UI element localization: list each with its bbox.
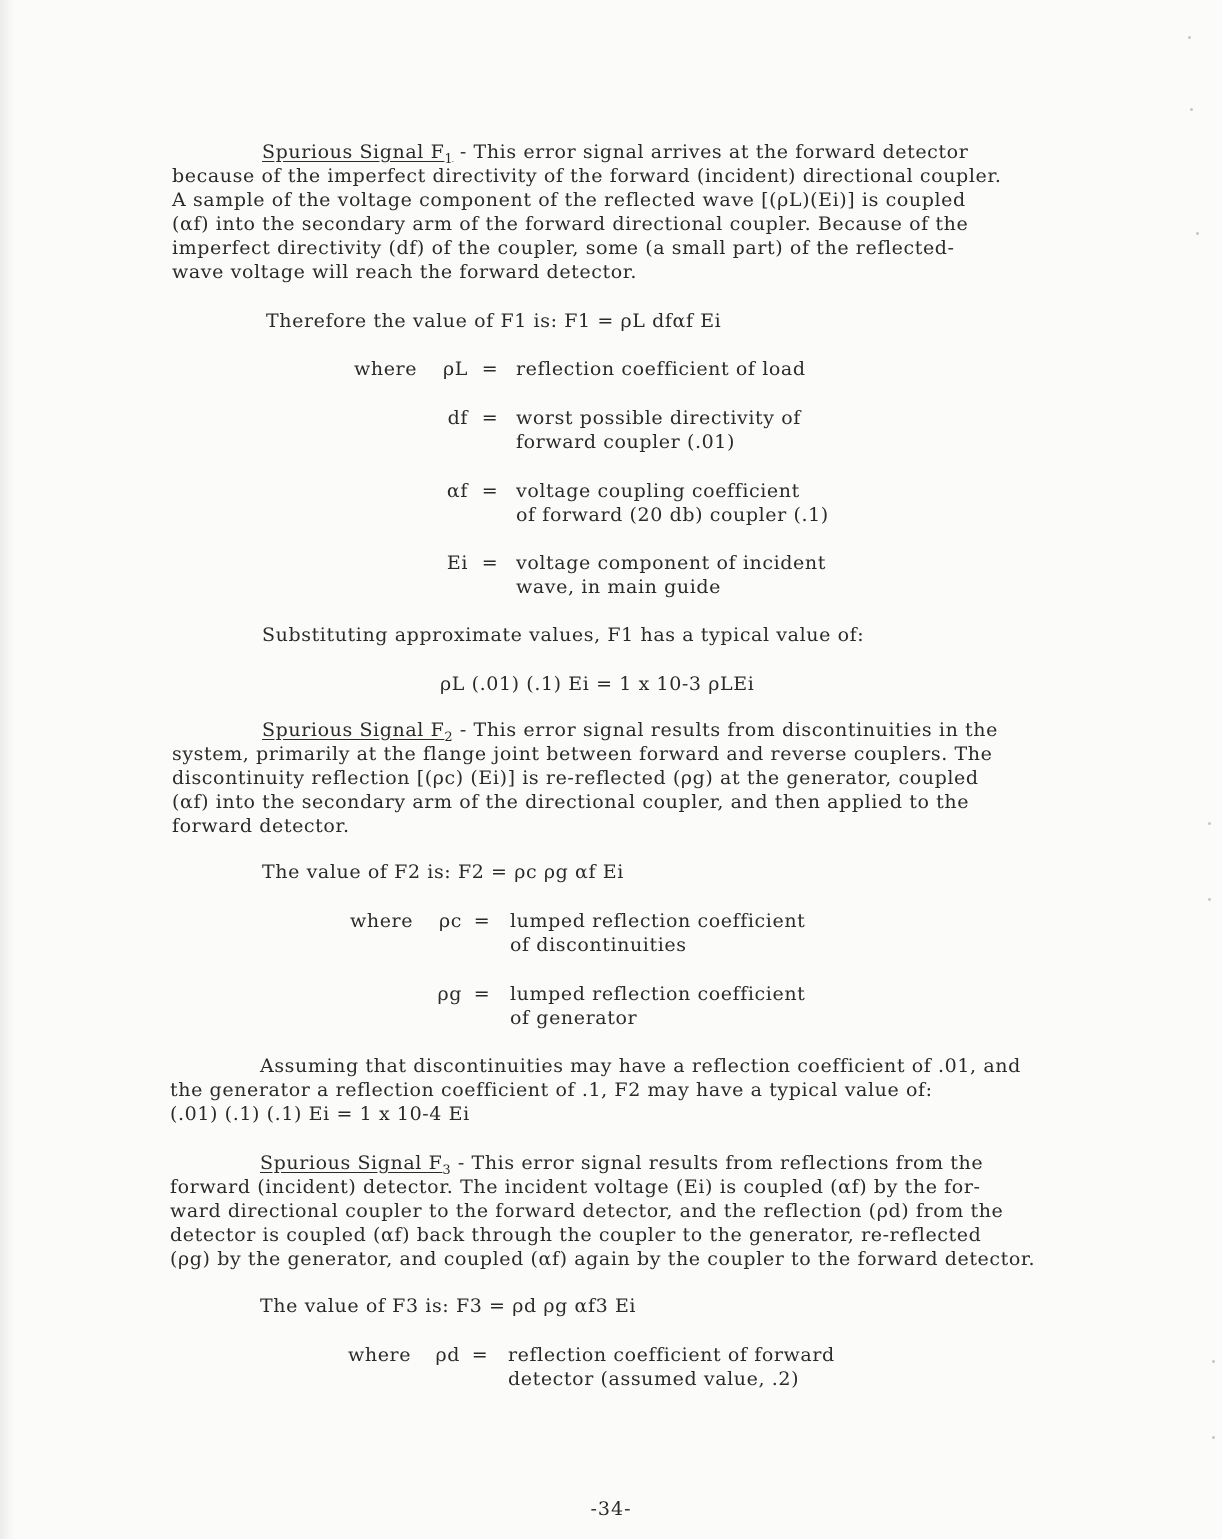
scan-speck [1188,36,1191,39]
section1-line-1: because of the imperfect directivity of the forward (incident) directional coupler. [172,165,1002,187]
section1-line-3: (αf) into the secondary arm of the forward directional coupler. Because of the [172,213,969,235]
section3-line-4: (ρg) by the generator, and coupled (αf) again by the coupler to the forward detector. [170,1248,1036,1270]
definition-text: voltage coupling coefficient [516,480,800,502]
section2-assuming-2: (.01) (.1) (.1) Ei = 1 x 10-4 Ei [170,1103,470,1125]
definition-symbol: ρd [435,1344,460,1366]
equals-sign: = [471,1344,489,1366]
section2-line-3: (αf) into the secondary arm of the directional coupler, and then applied to the [172,791,970,813]
definition-text-cont: of generator [510,1007,638,1029]
section1-title: Spurious Signal $F_1$ [262,141,454,167]
definition-text-cont: of discontinuities [510,934,687,956]
scan-speck [1208,822,1211,825]
where-label: where [350,910,414,932]
definition-text-cont: of forward (20 db) coupler (.1) [516,504,829,526]
section1-line-2: A sample of the voltage component of the reflected wave [(ρL)(Ei)] is coupled [172,189,966,211]
section2-line-0: Spurious Signal $F_2$ - This error signal results from discontinuities in the [262,719,998,745]
definition-symbol: Ei [446,552,468,574]
definition-text-cont: detector (assumed value, .2) [508,1368,800,1390]
page-number: -34- [590,1498,632,1520]
equals-sign: = [473,983,491,1005]
section2-line-4: forward detector. [172,815,350,837]
definition-symbol: ρg [437,983,462,1005]
section1-substituting: Substituting approximate values, F1 has a typical value of: [262,624,865,646]
definition-symbol: ρL [443,358,468,380]
scan-speck [1208,898,1211,901]
equals-sign: = [481,358,499,380]
definition-symbol: ρc [438,910,462,932]
section1-value-equation: Therefore the value of F1 is: F1 = ρL dfαf Ei [266,310,722,332]
scan-edge-shadow [0,0,14,1539]
section2-assuming-0: Assuming that discontinuities may have a reflection coefficient of .01, and [260,1055,1021,1077]
section1-line-5: wave voltage will reach the forward detector. [172,261,637,283]
section2-line-2: discontinuity reflection [(ρc) (Ei)] is re-reflected (ρg) at the generator, coupled [172,767,979,789]
section3-line-3: detector is coupled (αf) back through the coupler to the generator, re-reflected [170,1224,982,1246]
equals-sign: = [481,407,499,429]
equals-sign: = [473,910,491,932]
definition-symbol: df [447,407,468,429]
section2-title: Spurious Signal $F_2$ [262,719,454,745]
equals-sign: = [481,552,499,574]
section2-value-equation: The value of F2 is: F2 = ρc ρg αf Ei [262,861,624,883]
scan-speck [1212,1360,1215,1363]
definition-text: lumped reflection coefficient [510,910,806,932]
section3-value-equation: The value of F3 is: F3 = ρd ρg αf3 Ei [260,1295,637,1317]
equals-sign: = [481,480,499,502]
section2-line-1: system, primarily at the flange joint between forward and reverse couplers. The [172,743,993,765]
section1-result-equation: ρL (.01) (.1) Ei = 1 x 10-3 ρLEi [440,673,755,695]
scan-speck [1212,1436,1215,1439]
section1-line-0: Spurious Signal $F_1$ - This error signal arrives at the forward detector [262,141,969,167]
definition-text: voltage component of incident [516,552,826,574]
section3-line-0: Spurious Signal $F_3$ - This error signal results from reflections from the [260,1152,984,1178]
section2-assuming-1: the generator a reflection coefficient of .1, F2 may have a typical value of: [170,1079,933,1101]
definition-text: worst possible directivity of [516,407,801,429]
definition-text: reflection coefficient of load [516,358,806,380]
definition-text: reflection coefficient of forward [508,1344,835,1366]
scan-speck [1190,108,1193,111]
definition-text-cont: forward coupler (.01) [516,431,735,453]
section3-line-1: forward (incident) detector. The incident voltage (Ei) is coupled (αf) by the for- [170,1176,981,1198]
where-label: where [348,1344,412,1366]
definition-text: lumped reflection coefficient [510,983,806,1005]
section3-title: Spurious Signal $F_3$ [260,1152,452,1178]
definition-text-cont: wave, in main guide [516,576,721,598]
section3-line-2: ward directional coupler to the forward detector, and the reflection (ρd) from the [170,1200,1004,1222]
definition-symbol: αf [446,480,468,502]
where-label: where [354,358,418,380]
scan-speck [1196,232,1199,235]
section1-line-4: imperfect directivity (df) of the coupler, some (a small part) of the reflected- [172,237,955,259]
